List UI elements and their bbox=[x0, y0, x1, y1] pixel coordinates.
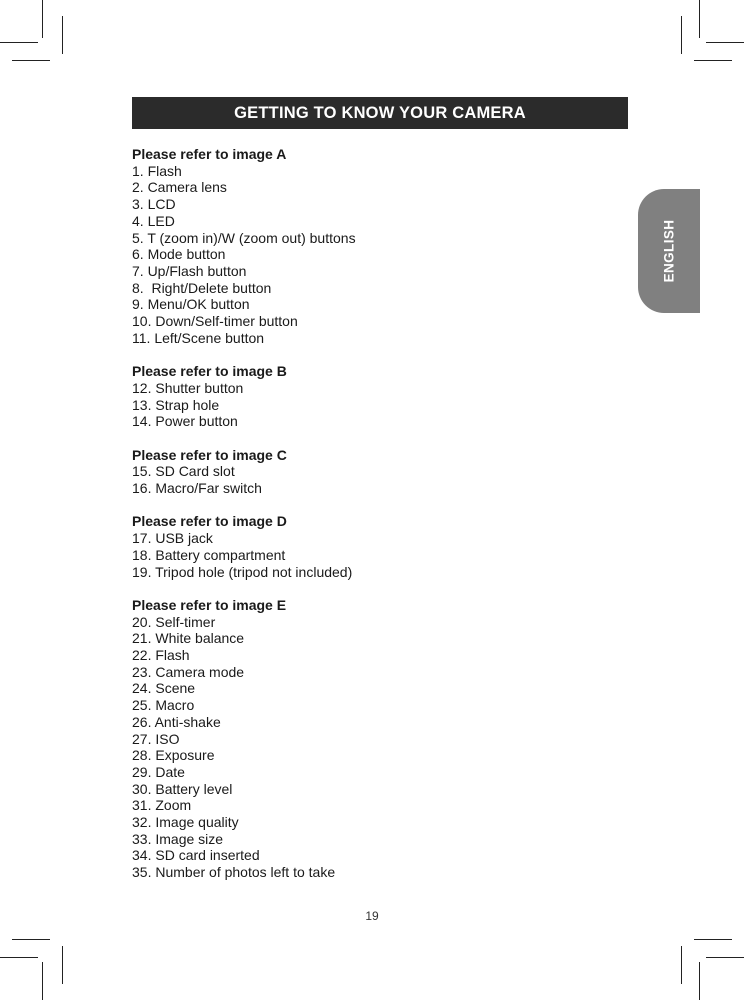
crop-mark bbox=[62, 16, 63, 54]
list-item: 9. Menu/OK button bbox=[132, 296, 250, 313]
list-item: 35. Number of photos left to take bbox=[132, 864, 336, 881]
list-item: 1. Flash bbox=[132, 162, 182, 179]
crop-mark bbox=[706, 957, 744, 958]
list-item: 30. Battery level bbox=[132, 780, 233, 797]
section-image-a bbox=[132, 146, 612, 346]
list-item: 32. Image quality bbox=[132, 814, 239, 831]
list-item: 19. Tripod hole (tripod not included) bbox=[132, 563, 353, 580]
section-title: GETTING TO KNOW YOUR CAMERA bbox=[234, 104, 526, 122]
list-item: 20. Self-timer bbox=[132, 613, 216, 630]
section-image-e bbox=[132, 597, 612, 881]
item-list bbox=[132, 380, 612, 430]
list-item: 8. Right/Delete button bbox=[132, 279, 272, 296]
crop-mark bbox=[681, 946, 682, 984]
list-item: 14. Power button bbox=[132, 413, 238, 430]
list-item: 3. LCD bbox=[132, 196, 176, 213]
crop-mark bbox=[706, 42, 744, 43]
list-item: 2. Camera lens bbox=[132, 179, 227, 196]
list-item: 12. Shutter button bbox=[132, 379, 244, 396]
crop-mark bbox=[699, 0, 700, 38]
list-item: 29. Date bbox=[132, 763, 185, 780]
list-item: 7. Up/Flash button bbox=[132, 262, 247, 279]
section-heading: Please refer to image C bbox=[132, 446, 287, 463]
crop-mark bbox=[62, 946, 63, 984]
list-item: 34. SD card inserted bbox=[132, 847, 260, 864]
list-item: 33. Image size bbox=[132, 830, 224, 847]
list-item: 13. Strap hole bbox=[132, 396, 220, 413]
crop-mark bbox=[12, 939, 50, 940]
list-item: 6. Mode button bbox=[132, 246, 226, 263]
crop-mark bbox=[694, 939, 732, 940]
list-item: 17. USB jack bbox=[132, 530, 213, 547]
crop-mark bbox=[42, 0, 43, 38]
list-item: 31. Zoom bbox=[132, 797, 192, 814]
list-item: 18. Battery compartment bbox=[132, 546, 286, 563]
page-number: 19 bbox=[365, 909, 379, 923]
item-list bbox=[132, 614, 612, 881]
list-item: 16. Macro/Far switch bbox=[132, 480, 262, 497]
section-heading: Please refer to image D bbox=[132, 513, 287, 530]
section-heading: Please refer to image A bbox=[132, 146, 287, 162]
item-list bbox=[132, 163, 612, 347]
list-item: 25. Macro bbox=[132, 697, 195, 714]
list-item: 23. Camera mode bbox=[132, 663, 245, 680]
section-image-d bbox=[132, 513, 612, 580]
language-tab-label: ENGLISH bbox=[661, 219, 677, 283]
list-item: 21. White balance bbox=[132, 630, 245, 647]
crop-mark bbox=[681, 16, 682, 54]
section-image-b bbox=[132, 363, 612, 430]
crop-mark bbox=[0, 42, 38, 43]
list-item: 28. Exposure bbox=[132, 747, 215, 764]
list-item: 10. Down/Self-timer button bbox=[132, 313, 298, 330]
crop-mark bbox=[12, 60, 50, 61]
list-item: 26. Anti-shake bbox=[132, 713, 221, 730]
item-list bbox=[132, 463, 612, 496]
parts-list bbox=[132, 146, 612, 881]
crop-mark bbox=[42, 962, 43, 1000]
crop-mark bbox=[694, 60, 732, 61]
list-item: 24. Scene bbox=[132, 680, 196, 697]
section-heading: Please refer to image E bbox=[132, 596, 287, 613]
list-item: 5. T (zoom in)/W (zoom out) buttons bbox=[132, 229, 356, 246]
section-title-bar bbox=[132, 97, 628, 129]
language-tab bbox=[638, 189, 700, 313]
list-item: 4. LED bbox=[132, 212, 175, 229]
section-image-c bbox=[132, 447, 612, 497]
crop-mark bbox=[0, 957, 38, 958]
crop-mark bbox=[699, 962, 700, 1000]
list-item: 22. Flash bbox=[132, 647, 190, 664]
list-item: 27. ISO bbox=[132, 730, 180, 747]
list-item: 15. SD Card slot bbox=[132, 463, 235, 480]
item-list bbox=[132, 530, 612, 580]
list-item: 11. Left/Scene button bbox=[132, 329, 265, 346]
section-heading: Please refer to image B bbox=[132, 363, 287, 380]
